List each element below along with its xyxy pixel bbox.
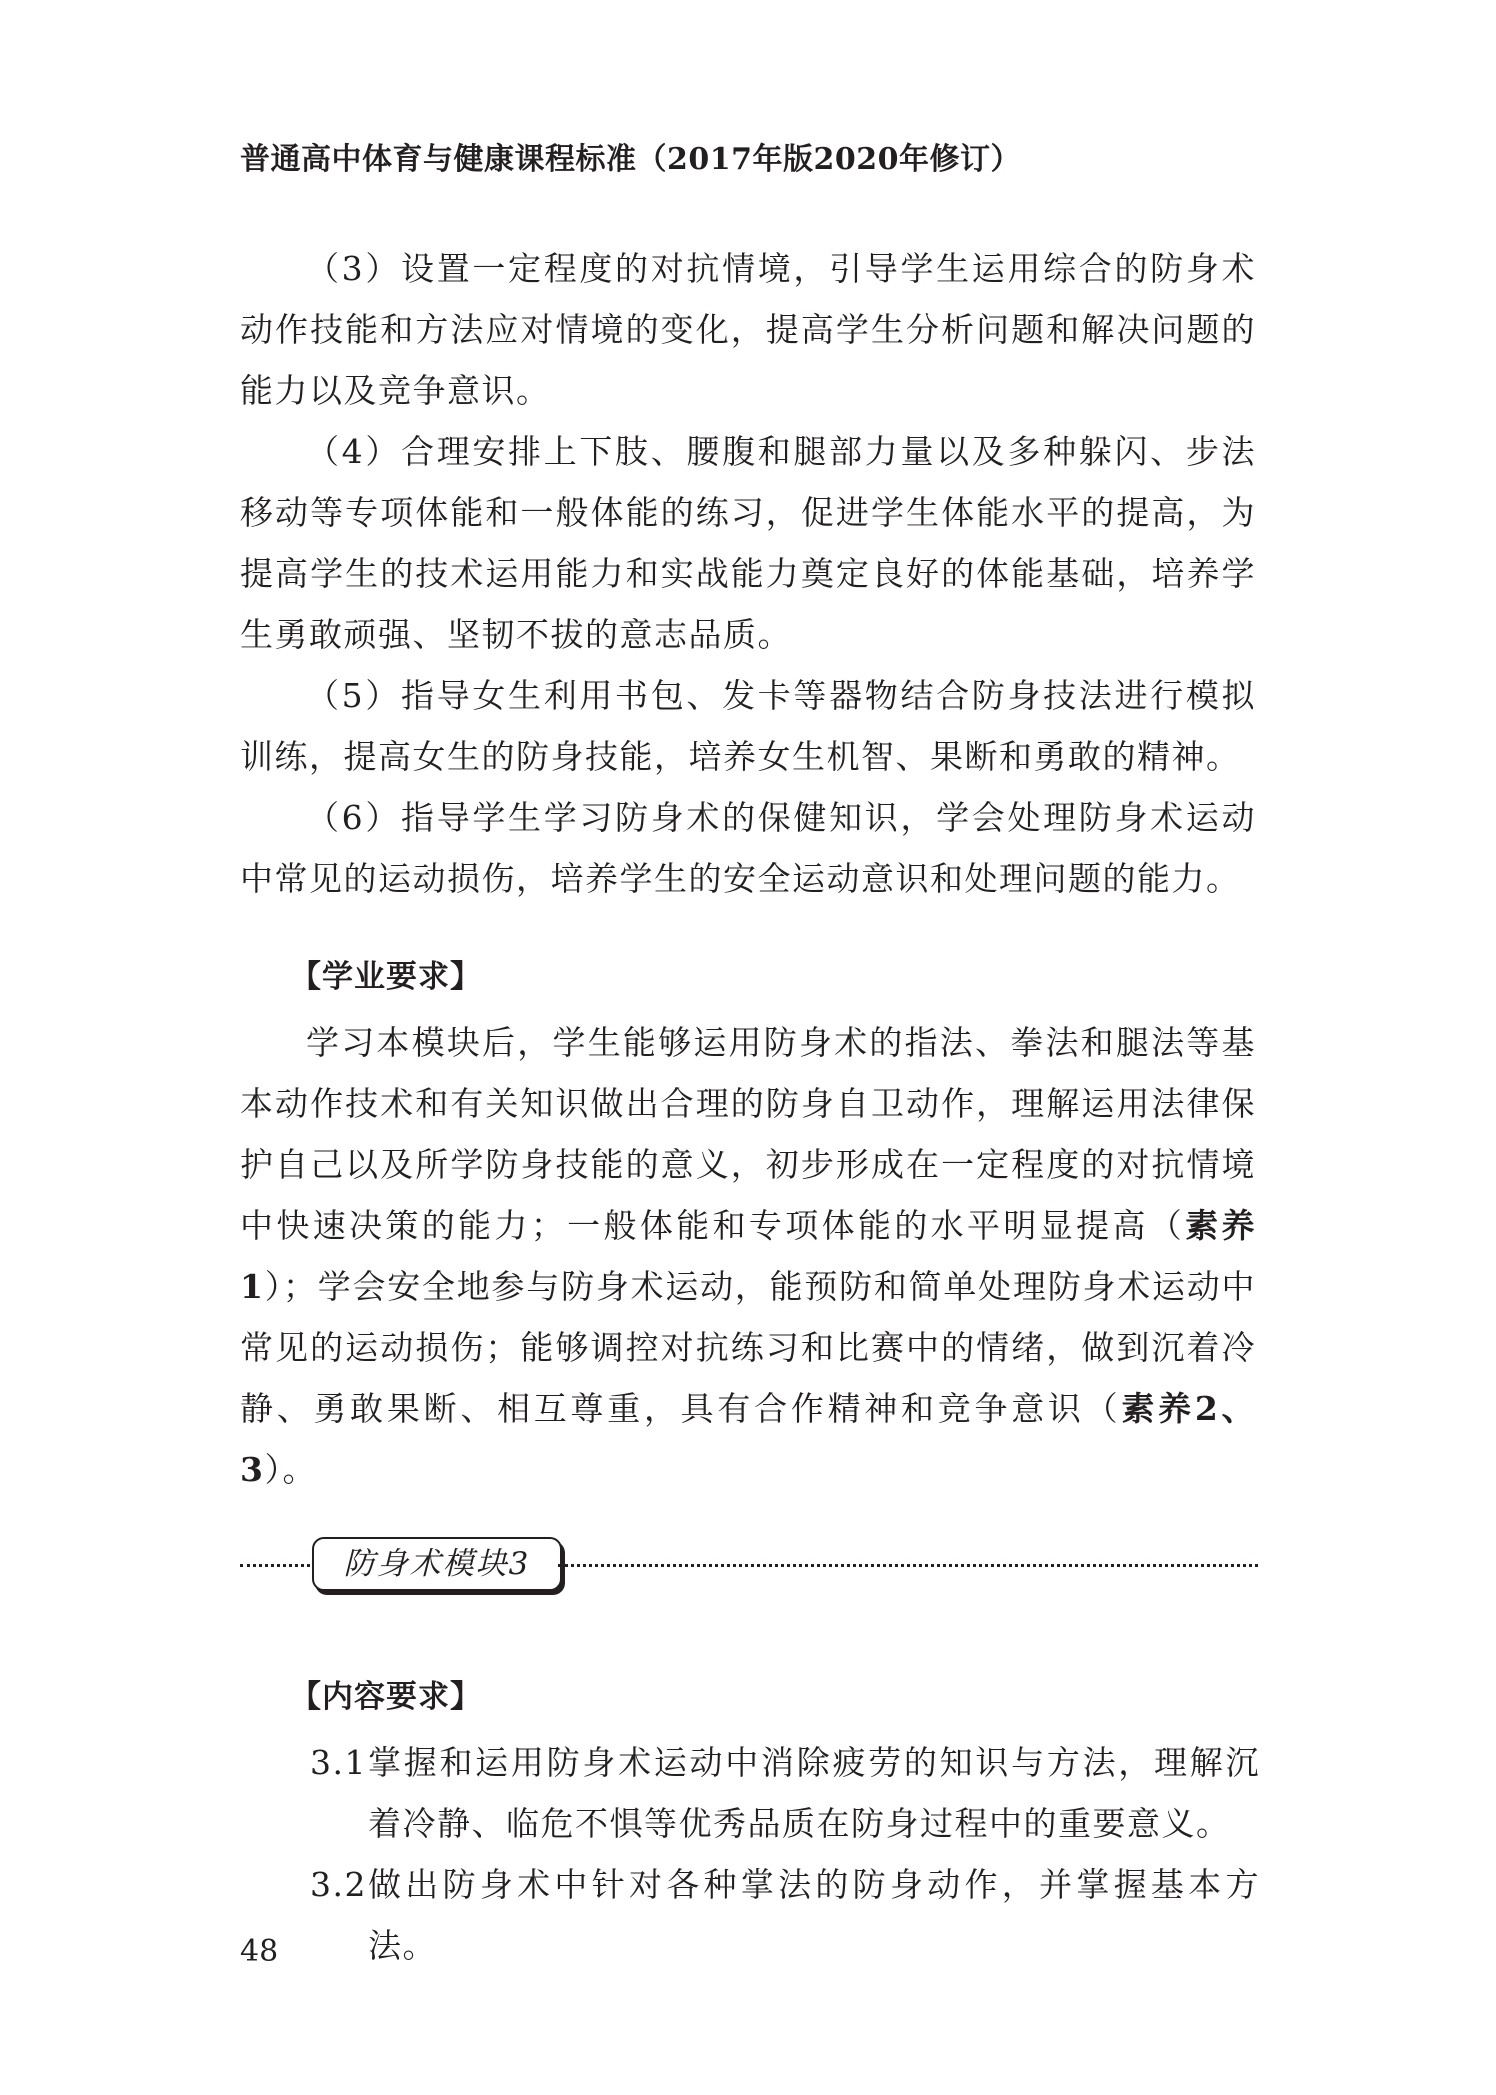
content-item-text: 掌握和运用防身术运动中消除疲劳的知识与方法，理解沉着冷静、临危不惧等优秀品质在防身过程中的重要意义。 bbox=[368, 1743, 1260, 1843]
running-header-title: 普通高中体育与健康课程标准（2017年版2020年修订） bbox=[240, 142, 1021, 177]
academic-requirements-paragraph bbox=[240, 1012, 1256, 1500]
academic-requirements-heading: 【学业要求】 bbox=[290, 959, 482, 995]
content-item-number: 3.2 bbox=[310, 1865, 367, 1904]
teaching-tip-3: （3）设置一定程度的对抗情境，引导学生运用综合的防身术动作技能和方法应对情境的变化，提高学生分析问题和解决问题的能力以及竞争意识。 bbox=[240, 249, 1256, 410]
content-requirements-heading: 【内容要求】 bbox=[290, 1679, 482, 1715]
module-banner bbox=[240, 1537, 1260, 1593]
page-number: 48 bbox=[240, 1934, 279, 1969]
banner-dotted-rule-right bbox=[558, 1564, 1258, 1567]
teaching-tip-6: （6）指导学生学习防身术的保健知识，学会处理防身术运动中常见的运动损伤，培养学生的安全运动意识和处理问题的能力。 bbox=[240, 798, 1256, 898]
content-item-text: 做出防身术中针对各种掌法的防身动作，并掌握基本方法。 bbox=[368, 1865, 1260, 1965]
teaching-tip-5: （5）指导女生利用书包、发卡等器物结合防身技法进行模拟训练，提高女生的防身技能，培养女生机智、果断和勇敢的精神。 bbox=[240, 676, 1256, 776]
academic-text-part-1: 学习本模块后，学生能够运用防身术的指法、拳法和腿法等基本动作技术和有关知识做出合理的防身自卫动作，理解运用法律保护自己以及所学防身技能的意义，初步形成在一定程度的对抗情境中快速决策的能力；一般体能和专项体能的水平明显提高（ bbox=[240, 1023, 1256, 1245]
content-item bbox=[310, 1732, 1260, 1854]
literacy-ref-2-3: 素养2、3 bbox=[240, 1389, 1257, 1489]
teaching-tip-4: （4）合理安排上下肢、腰腹和腿部力量以及多种躲闪、步法移动等专项体能和一般体能的练习，促进学生体能水平的提高，为提高学生的技术运用能力和实战能力奠定良好的体能基础，培养学生勇敢顽强、坚韧不拔的意志品质。 bbox=[240, 432, 1256, 654]
academic-text-part-2: ）；学会安全地参与防身术运动，能预防和简单处理防身术运动中常见的运动损伤；能够调控对抗练习和比赛中的情绪，做到沉着冷静、勇敢果断、相互尊重，具有合作精神和竞争意识（ bbox=[240, 1267, 1256, 1428]
academic-text-part-3: ）。 bbox=[264, 1450, 317, 1489]
banner-dotted-rule-left bbox=[240, 1564, 310, 1567]
literacy-ref-1: 素养1 bbox=[240, 1206, 1257, 1306]
content-item bbox=[310, 1854, 1260, 1976]
content-item-number: 3.1 bbox=[310, 1743, 367, 1782]
module-title-label: 防身术模块3 bbox=[312, 1537, 562, 1591]
